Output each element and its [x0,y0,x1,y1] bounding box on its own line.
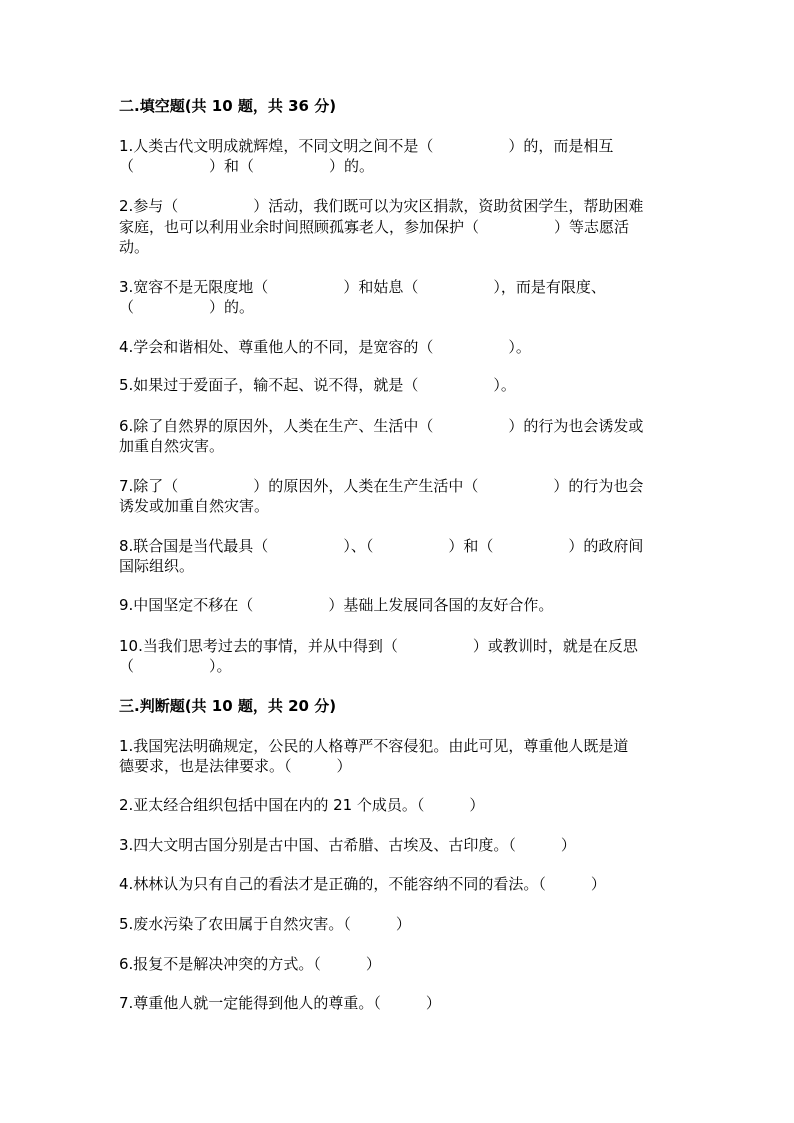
question-line: 7.除了（ ）的原因外，人类在生产生活中（ ）的行为也会 [119,477,644,495]
question-line: 5.废水污染了农田属于自然灾害。（ ） [119,915,411,933]
question-line: 3.四大文明古国分别是古中国、古希腊、古埃及、古印度。（ ） [119,836,576,854]
question-line: 2.亚太经合组织包括中国在内的 21 个成员。（ ） [119,796,485,814]
question-line: 5.如果过于爱面子，输不起、说不得，就是（ ）。 [119,376,516,394]
question-line: 10.当我们思考过去的事情，并从中得到（ ）或教训时，就是在反思 [119,637,638,655]
question-line: 6.报复不是解决冲突的方式。（ ） [119,955,381,973]
question-line: 3.宽容不是无限度地（ ）和姑息（ ），而是有限度、 [119,278,606,296]
question-line: （ ）。 [119,657,232,675]
question-line: 4.林林认为只有自己的看法才是正确的，不能容纳不同的看法。（ ） [119,875,606,893]
question-line: 6.除了自然界的原因外，人类在生产、生活中（ ）的行为也会诱发或 [119,417,644,435]
question-line: 加重自然灾害。 [119,437,225,455]
question-line: 4.学会和谐相处、尊重他人的不同，是宽容的（ ）。 [119,338,531,356]
question-line: （ ）的。 [119,298,255,316]
question-line: 9.中国坚定不移在（ ）基础上发展同各国的友好合作。 [119,596,554,614]
question-line: 8.联合国是当代最具（ ）、（ ）和（ ）的政府间 [119,537,644,555]
section-heading-fill-in: 二.填空题(共 10 题，共 36 分) [119,97,337,115]
question-line: （ ）和（ ）的。 [119,157,375,175]
question-line: 动。 [119,238,150,256]
question-line: 1.人类古代文明成就辉煌，不同文明之间不是（ ）的，而是相互 [119,137,614,155]
question-line: 国际组织。 [119,557,195,575]
question-line: 1.我国宪法明确规定，公民的人格尊严不容侵犯。由此可见，尊重他人既是道 [119,737,629,755]
question-line: 7.尊重他人就一定能得到他人的尊重。（ ） [119,994,441,1012]
question-line: 2.参与（ ）活动，我们既可以为灾区捐款，资助贫困学生，帮助困难 [119,197,644,215]
question-line: 德要求，也是法律要求。（ ） [119,757,352,775]
section-heading-true-false: 三.判断题(共 10 题，共 20 分) [119,697,337,715]
question-line: 家庭，也可以利用业余时间照顾孤寡老人，参加保护（ ）等志愿活 [119,218,630,236]
question-line: 诱发或加重自然灾害。 [119,497,270,515]
